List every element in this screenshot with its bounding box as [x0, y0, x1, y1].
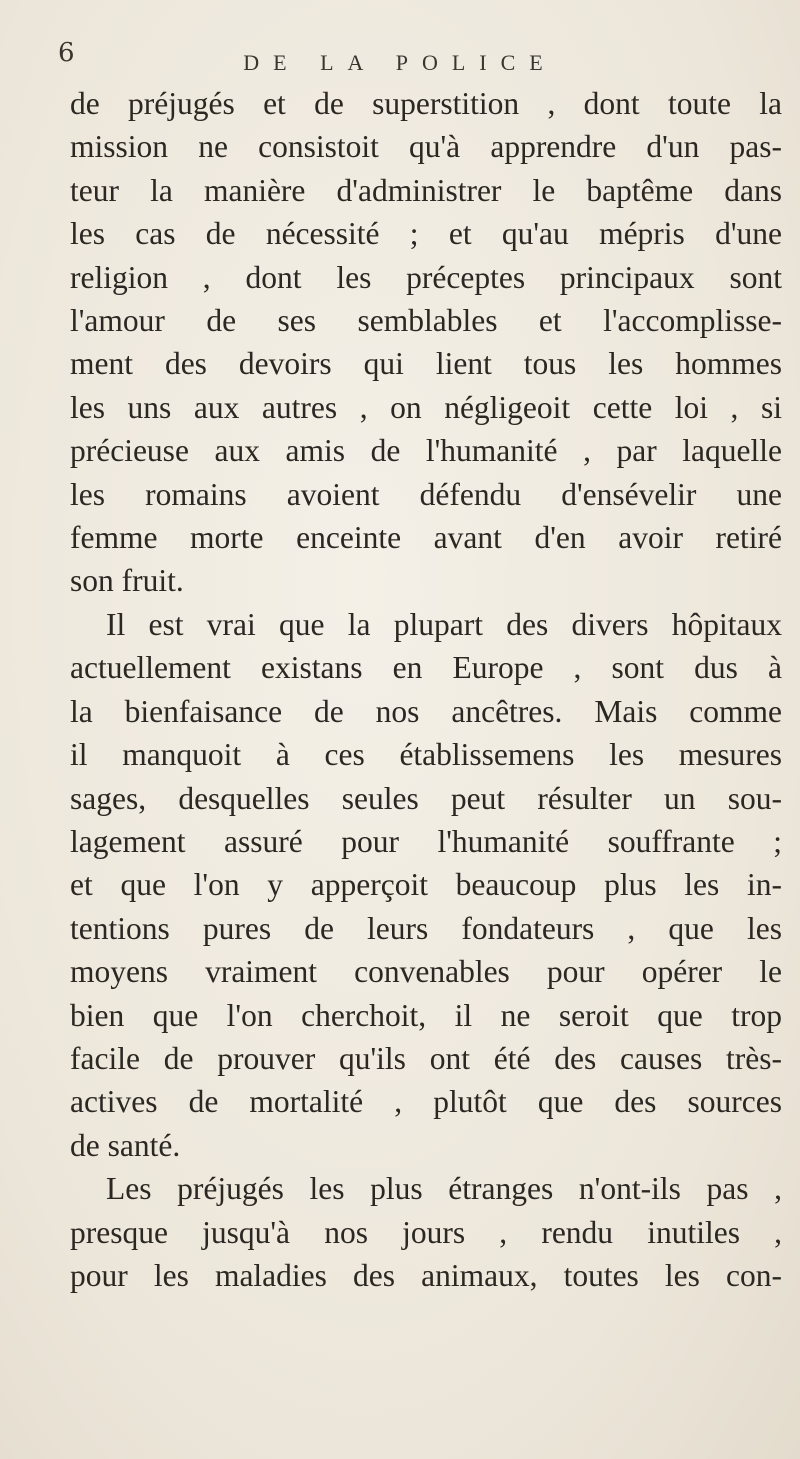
text-line: moyens vraiment convenables pour opérer le	[70, 954, 782, 990]
text-line: actives de mortalité , plutôt que des sources	[70, 1084, 782, 1120]
text-line: les cas de nécessité ; et qu'au mépris d'une	[70, 216, 782, 252]
text-line: tentions pures de leurs fondateurs , que les	[70, 910, 782, 946]
text-line: femme morte enceinte avant d'en avoir retiré	[70, 520, 782, 556]
text-line: religion , dont les préceptes principaux sont	[70, 259, 782, 295]
text-line: facile de prouver qu'ils ont été des causes très-	[70, 1040, 782, 1076]
text-line: précieuse aux amis de l'humanité , par laquelle	[70, 433, 782, 469]
text-line: et que l'on y apperçoit beaucoup plus les in-	[70, 867, 782, 903]
text-line: Il est vrai que la plupart des divers hôpitaux	[106, 606, 782, 642]
text-line: teur la manière d'administrer le baptême dans	[70, 172, 782, 208]
text-line: presque jusqu'à nos jours , rendu inutiles ,	[70, 1214, 782, 1250]
text-line: mission ne consistoit qu'à apprendre d'un pas-	[70, 129, 782, 165]
text-line: de préjugés et de superstition , dont toute la	[70, 86, 782, 121]
text-line: sages, desquelles seules peut résulter un sou-	[70, 780, 782, 816]
text-line: ment des devoirs qui lient tous les hommes	[70, 346, 782, 382]
text-line: pour les maladies des animaux, toutes les con-	[70, 1257, 782, 1293]
text-line: lagement assuré pour l'humanité souffrante ;	[70, 823, 782, 859]
text-line: il manquoit à ces établissemens les mesures	[70, 737, 782, 773]
text-line: les uns aux autres , on négligeoit cette loi , si	[70, 389, 782, 425]
text-line: l'amour de ses semblables et l'accomplisse-	[70, 303, 782, 339]
text-line: bien que l'on cherchoit, il ne seroit que trop	[70, 997, 782, 1033]
body-text	[70, 82, 782, 1297]
page-number: 6	[58, 38, 75, 68]
text-line: Les préjugés les plus étranges n'ont-ils pas ,	[106, 1171, 782, 1207]
text-line: les romains avoient défendu d'ensévelir une	[70, 476, 782, 512]
text-line: actuellement existans en Europe , sont dus à	[70, 650, 782, 686]
text-line: son fruit.	[70, 563, 184, 599]
running-head: DE LA POLICE	[243, 50, 557, 75]
text-line: la bienfaisance de nos ancêtres. Mais comme	[70, 693, 782, 729]
text-line: de santé.	[70, 1127, 181, 1163]
